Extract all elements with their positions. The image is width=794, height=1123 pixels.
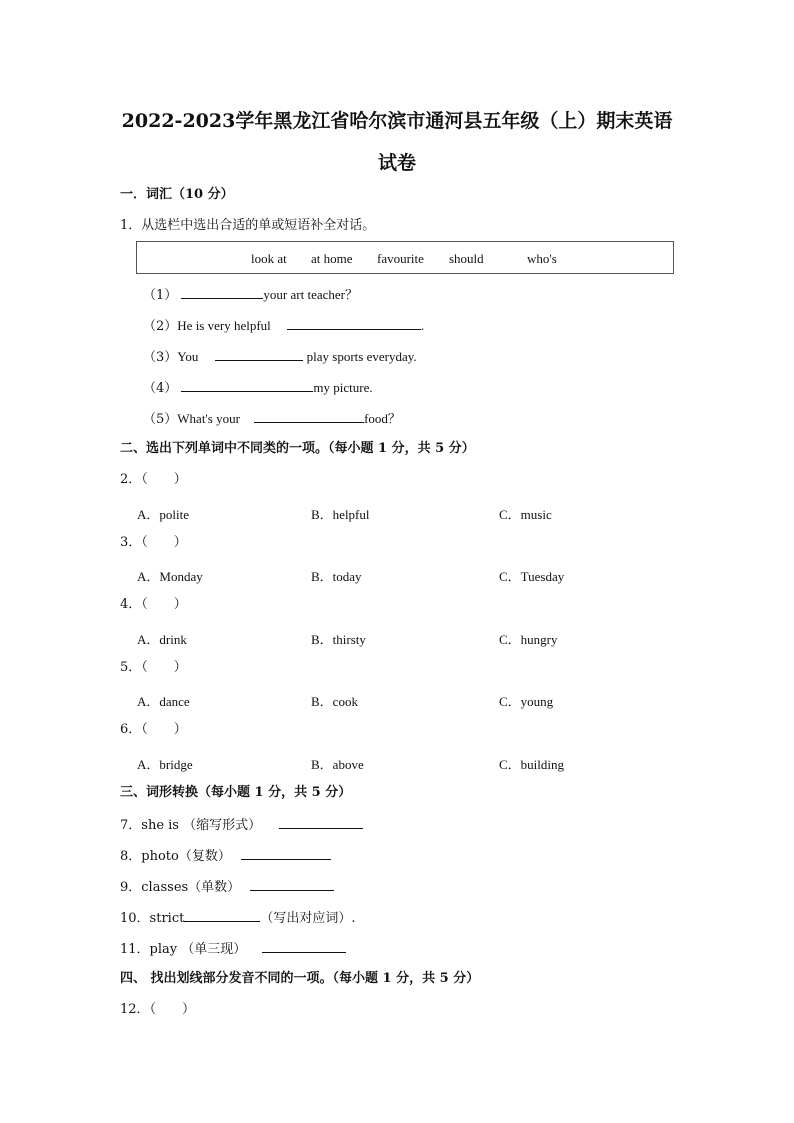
word-bank-item: look at: [251, 251, 287, 266]
item-text-before: You: [177, 349, 199, 364]
answer-blank[interactable]: [254, 410, 364, 423]
option-b[interactable]: B．cook: [311, 694, 358, 709]
fill-item: [143, 348, 417, 366]
item-number: 8．: [120, 849, 142, 864]
item-number: 7．: [120, 818, 142, 833]
option-c[interactable]: C．young: [499, 694, 554, 709]
item-text-after: play sports everyday.: [306, 349, 417, 364]
fill-item: [143, 410, 401, 428]
question-number: 3．（ ）: [120, 535, 187, 550]
answer-blank[interactable]: [181, 286, 263, 299]
section-4-heading: 四、 找出划线部分发音不同的一项。（每小题 1 分，共 5 分）: [120, 971, 480, 986]
section-3-heading: 三、词形转换（每小题 1 分，共 5 分）: [120, 785, 352, 800]
conversion-item: [120, 878, 334, 896]
item-text: strict: [149, 911, 185, 926]
item-number: 9．: [120, 880, 142, 895]
item-text-after: .: [420, 318, 425, 333]
option-a[interactable]: A．bridge: [137, 757, 193, 772]
item-text-after: my picture.: [313, 380, 373, 395]
item-text-after: food？: [364, 411, 401, 426]
item-text-before: He is very helpful: [177, 318, 271, 333]
option-c[interactable]: C．Tuesday: [499, 569, 565, 584]
question-number: 6．（ ）: [120, 722, 187, 737]
option-b[interactable]: B．thirsty: [311, 632, 366, 647]
answer-blank[interactable]: [184, 909, 260, 922]
item-number: （1）: [143, 288, 178, 303]
answer-blank[interactable]: [215, 348, 303, 361]
page-title: 2022-2023学年黑龙江省哈尔滨市通河县五年级（上）期末英语: [121, 110, 673, 132]
option-c[interactable]: C．hungry: [499, 632, 558, 647]
word-bank-item: at home: [311, 251, 353, 266]
answer-blank[interactable]: [262, 940, 346, 953]
page-title-continued: 试卷: [377, 152, 416, 174]
fill-item: [143, 317, 424, 335]
option-a[interactable]: A．Monday: [137, 569, 203, 584]
question-number: 2．（ ）: [120, 472, 187, 487]
fill-item: [143, 286, 358, 304]
answer-blank[interactable]: [287, 317, 421, 330]
section-2-heading: 二、选出下列单词中不同类的一项。（每小题 1 分，共 5 分）: [120, 441, 475, 456]
conversion-item: [120, 909, 355, 927]
item-number: （4）: [143, 381, 178, 396]
option-b[interactable]: B．above: [311, 757, 364, 772]
option-a[interactable]: A．dance: [137, 694, 190, 709]
conversion-item: [120, 940, 346, 958]
item-text: classes（单数）: [141, 880, 241, 895]
item-text: photo（复数）: [141, 849, 231, 864]
item-text-after: （写出对应词）.: [260, 911, 356, 926]
fill-item: [143, 379, 373, 397]
item-number: 10．: [120, 911, 150, 926]
question-1-stem: 1．从选栏中选出合适的单或短语补全对话。: [120, 218, 376, 233]
item-text-before: What's your: [177, 411, 240, 426]
option-b[interactable]: B．helpful: [311, 507, 370, 522]
item-number: （5）: [143, 412, 178, 427]
question-number: 4．（ ）: [120, 597, 187, 612]
option-b[interactable]: B．today: [311, 569, 362, 584]
word-bank-box: [136, 241, 674, 274]
answer-blank[interactable]: [250, 878, 334, 891]
conversion-item: [120, 847, 331, 865]
item-text: she is （缩写形式）: [141, 818, 262, 833]
item-number: 11．: [120, 942, 150, 957]
item-number: （3）: [143, 350, 178, 365]
option-c[interactable]: C．building: [499, 757, 565, 772]
question-number: 12．（ ）: [120, 1002, 196, 1017]
section-1-heading: 一．词汇（10 分）: [120, 187, 234, 202]
item-text-after: your art teacher？: [263, 287, 358, 302]
answer-blank[interactable]: [241, 847, 331, 860]
item-number: （2）: [143, 319, 178, 334]
answer-blank[interactable]: [181, 379, 313, 392]
item-text: play （单三现）: [149, 942, 247, 957]
option-a[interactable]: A．drink: [137, 632, 187, 647]
option-a[interactable]: A．polite: [137, 507, 189, 522]
conversion-item: [120, 816, 363, 834]
option-c[interactable]: C．music: [499, 507, 552, 522]
word-bank-item: should: [449, 251, 484, 266]
question-number: 5．（ ）: [120, 660, 187, 675]
word-bank-item: favourite: [377, 251, 424, 266]
word-bank-item: who's: [527, 251, 557, 266]
answer-blank[interactable]: [279, 816, 363, 829]
